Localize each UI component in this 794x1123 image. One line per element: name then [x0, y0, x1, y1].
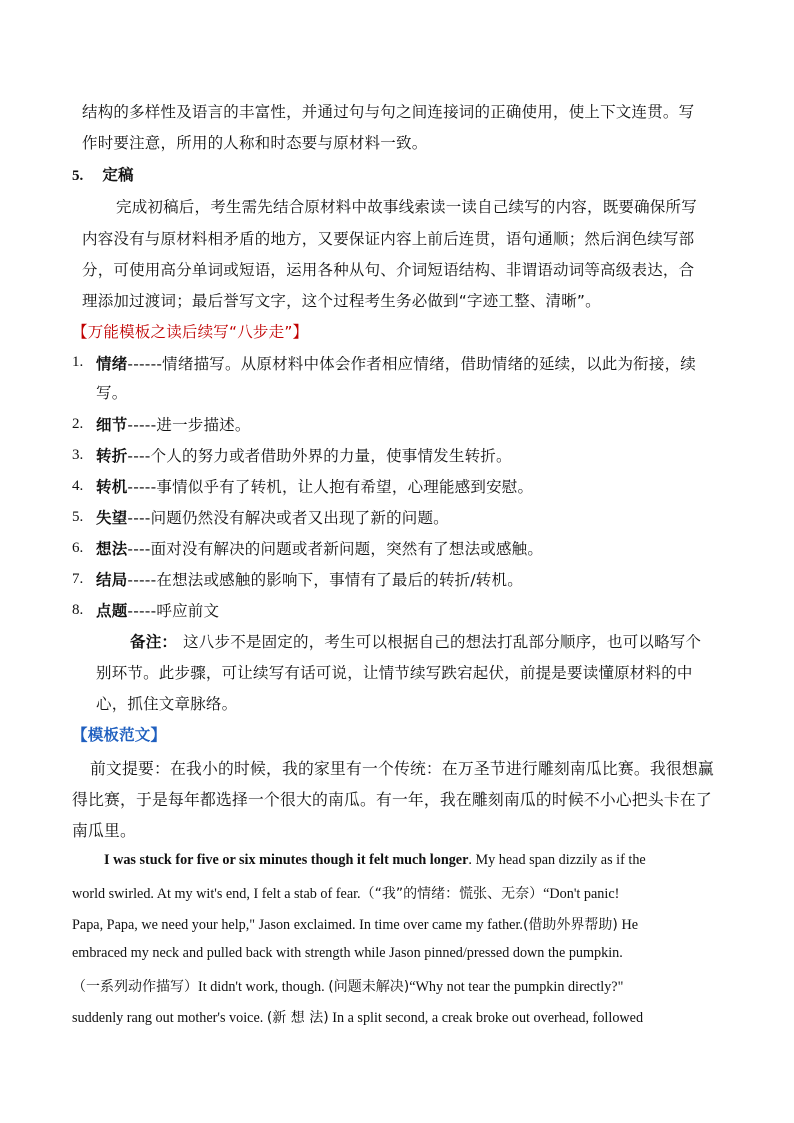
note-line-3: 心，抓住文章脉络。	[96, 695, 238, 713]
step-key: 细节	[96, 416, 128, 434]
prelude-line-1: 前文提要：在我小的时候，我的家里有一个传统：在万圣节进行雕刻南瓜比赛。我很想赢	[90, 759, 714, 778]
essay-line-2	[72, 883, 619, 903]
section-heading-eight-steps: 【万能模板之读后续写“八步走”】	[72, 323, 309, 341]
step-item	[96, 537, 543, 559]
step5-line-1: 完成初稿后，考生需先结合原材料中故事线索读一读自己续写的内容，既要确保所写	[116, 198, 697, 216]
step-number: 5.	[72, 509, 84, 525]
essay-bold-phrase: I was stuck for five or six minutes though it felt much longer	[104, 852, 469, 868]
essay-text: In a split second, a creak broke out overhead, followed	[328, 1010, 644, 1026]
step-desc: -----事情似乎有了转机，让人抱有希望，心理能感到安慰。	[127, 478, 534, 496]
essay-text: Papa, Papa, we need your help," Jason exclaimed. In time over came my father.	[72, 917, 523, 933]
step-key: 想法	[96, 540, 128, 558]
essay-text: He	[617, 917, 638, 933]
essay-annotation: (新 想 法)	[266, 1010, 329, 1026]
step-key: 结局	[96, 571, 128, 589]
intro-line-1: 结构的多样性及语言的丰富性，并通过句与句之间连接词的正确使用，使上下文连贯。写	[82, 103, 695, 121]
essay-annotation: （“我”的情绪：慌张、无奈）	[360, 886, 544, 902]
step-desc: -----进一步描述。	[127, 416, 251, 434]
step-item	[96, 413, 251, 435]
step-key: 失望	[96, 509, 128, 527]
step-number: 1.	[72, 354, 84, 370]
essay-text: “Don't panic!	[543, 886, 620, 902]
essay-text: It didn't work, though.	[198, 979, 329, 995]
step-key: 点题	[96, 602, 128, 620]
step-number: 2.	[72, 416, 84, 432]
essay-line-1	[104, 852, 646, 869]
note-label: 备注：	[130, 633, 178, 651]
step-desc: ----个人的努力或者借助外界的力量，使事情发生转折。	[127, 447, 512, 465]
essay-line-3	[72, 914, 638, 934]
step-key: 转折	[96, 447, 128, 465]
prelude-line-3: 南瓜里。	[72, 821, 136, 840]
note-line-1	[130, 630, 701, 652]
step-item	[96, 568, 523, 590]
step-key: 情绪	[96, 355, 128, 373]
step-desc: ------情绪描写。从原材料中体会作者相应情绪，借助情绪的延续，以此为衔接，续	[127, 355, 696, 373]
step-number: 3.	[72, 447, 84, 463]
essay-text: world swirled. At my wit's end, I felt a stab of fear.	[72, 886, 361, 902]
step5-title: 定稿	[102, 166, 134, 184]
step-item	[96, 444, 512, 466]
prelude-line-2: 得比赛，于是每年都选择一个很大的南瓜。有一年，我在雕刻南瓜的时候不小心把头卡在了	[72, 790, 712, 809]
step-number: 8.	[72, 602, 84, 618]
step5-line-3: 分，可使用高分单词或短语，运用各种从句、介词短语结构、非谓语动词等高级表达，合	[82, 261, 695, 279]
essay-annotation: (借助外界帮助)	[522, 917, 618, 933]
essay-line-6	[72, 1007, 643, 1027]
step-item	[96, 475, 533, 497]
note-line-2: 别环节。此步骤，可让续写有话可说，让情节续写跌宕起伏，前提是要读懂原材料的中	[96, 664, 693, 682]
step-desc: ----问题仍然没有解决或者又出现了新的问题。	[127, 509, 449, 527]
step-number: 6.	[72, 540, 84, 556]
essay-text: . My head span dizzily as if the	[468, 852, 646, 868]
step-desc: -----呼应前文	[127, 602, 220, 620]
essay-annotation: (问题未解决)	[328, 979, 410, 995]
intro-line-2: 作时要注意，所用的人称和时态要与原材料一致。	[82, 134, 428, 152]
essay-text: suddenly rang out mother's voice.	[72, 1010, 267, 1026]
step5-number: 5.	[72, 168, 84, 184]
step-desc-continued: 写。	[96, 384, 128, 402]
step-item	[96, 599, 219, 621]
step5-heading	[72, 163, 134, 185]
step-number: 7.	[72, 571, 84, 587]
essay-line-4: embraced my neck and pulled back with strength while Jason pinned/pressed down the pumpkin.	[72, 945, 623, 961]
essay-text: “Why not tear the pumpkin directly?"	[409, 979, 624, 995]
step-desc: ----面对没有解决的问题或者新问题，突然有了想法或感触。	[127, 540, 544, 558]
step-item	[96, 506, 449, 528]
step-number: 4.	[72, 478, 84, 494]
essay-line-5	[72, 976, 623, 996]
step-item	[96, 352, 696, 374]
step5-line-2: 内容没有与原材料相矛盾的地方，又要保证内容上前后连贯，语句通顺；然后润色续写部	[82, 230, 695, 248]
essay-annotation: （一系列动作描写）	[72, 979, 198, 995]
note-text: 这八步不是固定的，考生可以根据自己的想法打乱部分顺序，也可以略写个	[183, 633, 702, 651]
step-desc: -----在想法或感触的影响下，事情有了最后的转折/转机。	[127, 571, 523, 589]
section-heading-sample: 【模板范文】	[72, 726, 167, 744]
step5-line-4: 理添加过渡词；最后誉写文字，这个过程考生务必做到“字迹工整、清晰”。	[82, 292, 601, 310]
step-key: 转机	[96, 478, 128, 496]
